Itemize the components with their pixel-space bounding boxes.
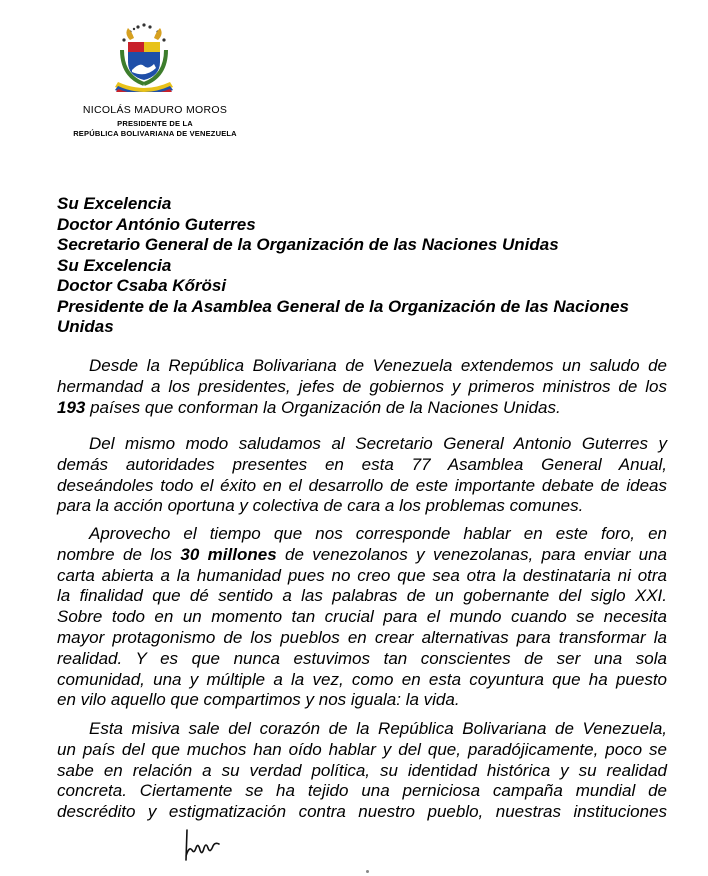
addressee-line: Secretario General de la Organización de las Naciones Unidas: [57, 235, 559, 254]
paragraph-line: hermandad a los presidentes, jefes de gobiernos y primeros ministros de los: [57, 376, 667, 396]
paragraph-line: carta abierta a la humanidad pues no creo que sea otra la destinataria ni otra: [57, 565, 667, 585]
paragraph-line: deseándoles todo el éxito en el desarrollo de este importante debate de ideas: [57, 475, 667, 495]
sender-title-line1: PRESIDENTE DE LA: [117, 119, 193, 128]
coat-of-arms-icon: [110, 20, 178, 92]
page-mark: [366, 870, 369, 873]
signature-initials: [183, 826, 225, 864]
addressee-block: [57, 194, 697, 338]
paragraph-line: un país del que muchos han oído hablar y del que, paradójicamente, poco se: [57, 739, 667, 759]
paragraph-line: la finalidad que dé sentido a las palabras de un gobernante del siglo XXI.: [57, 586, 667, 606]
paragraph-line: [57, 398, 667, 419]
paragraph-line-text: nombre de los: [57, 544, 181, 564]
addressee-line: Doctor António Guterres: [57, 214, 256, 234]
sender-title-line2: REPÚBLICA BOLIVARIANA DE VENEZUELA: [73, 129, 237, 138]
paragraph-line: [57, 545, 667, 566]
paragraph-greeting: [57, 356, 667, 418]
population-count: 30 millones: [180, 544, 277, 564]
addressee-line: Presidente de la Asamblea General de la Organización de las Naciones: [57, 296, 629, 316]
paragraph-line: Desde la República Bolivariana de Venezuela extendemos un saludo de: [89, 356, 667, 375]
paragraph-line: Aprovecho el tiempo que nos corresponde hablar en este foro, en: [89, 524, 667, 543]
paragraph-line: Sobre todo en un momento tan crucial para el mundo cuando se necesita: [57, 607, 667, 627]
addressee-line: Su Excelencia: [57, 194, 172, 213]
paragraph-line: en vilo aquello que compartimos y nos iguala: la vida.: [57, 690, 460, 710]
paragraph-line: concreta. Ciertamente se ha tejido una perniciosa campaña mundial de: [57, 781, 667, 801]
paragraph-line: Esta misiva sale del corazón de la República Bolivariana de Venezuela,: [89, 719, 667, 738]
countries-count: 193: [57, 397, 86, 417]
addressee-line: Su Excelencia: [57, 255, 172, 275]
paragraph-line: realidad. Y es que nunca estuvimos tan conscientes de ser una sola: [57, 648, 667, 668]
paragraph-salute: [57, 434, 667, 517]
paragraph-line: comunidad, una y múltiple a la vez, como en esta coyuntura que ha puesto: [57, 669, 667, 689]
paragraph-line: demás autoridades presentes en esta 77 Asamblea General Anual,: [57, 454, 667, 474]
paragraph-line: Del mismo modo saludamos al Secretario General Antonio Guterres y: [89, 434, 667, 453]
paragraph-line: descrédito y estigmatización contra nuestro pueblo, nuestras instituciones: [57, 802, 667, 822]
sender-name: NICOLÁS MADURO MOROS: [82, 104, 228, 116]
paragraph-line: sabe en relación a su verdad política, su identidad histórica y su realidad: [57, 760, 667, 780]
paragraph-line-text: países que conforman la Organización de la Naciones Unidas.: [85, 397, 561, 417]
paragraph-line-text: de venezolanos y venezolanas, para enviar una: [276, 544, 667, 564]
paragraph-line: mayor protagonismo de los pueblos en crear alternativas para transformar la: [57, 627, 667, 647]
paragraph-open-letter: [57, 524, 667, 711]
paragraph-missive: [57, 719, 667, 823]
paragraph-line: para la acción oportuna y colectiva de cara a los problemas comunes.: [57, 496, 584, 516]
addressee-line: Unidas: [57, 317, 114, 336]
addressee-line: Doctor Csaba Kőrösi: [57, 276, 227, 295]
